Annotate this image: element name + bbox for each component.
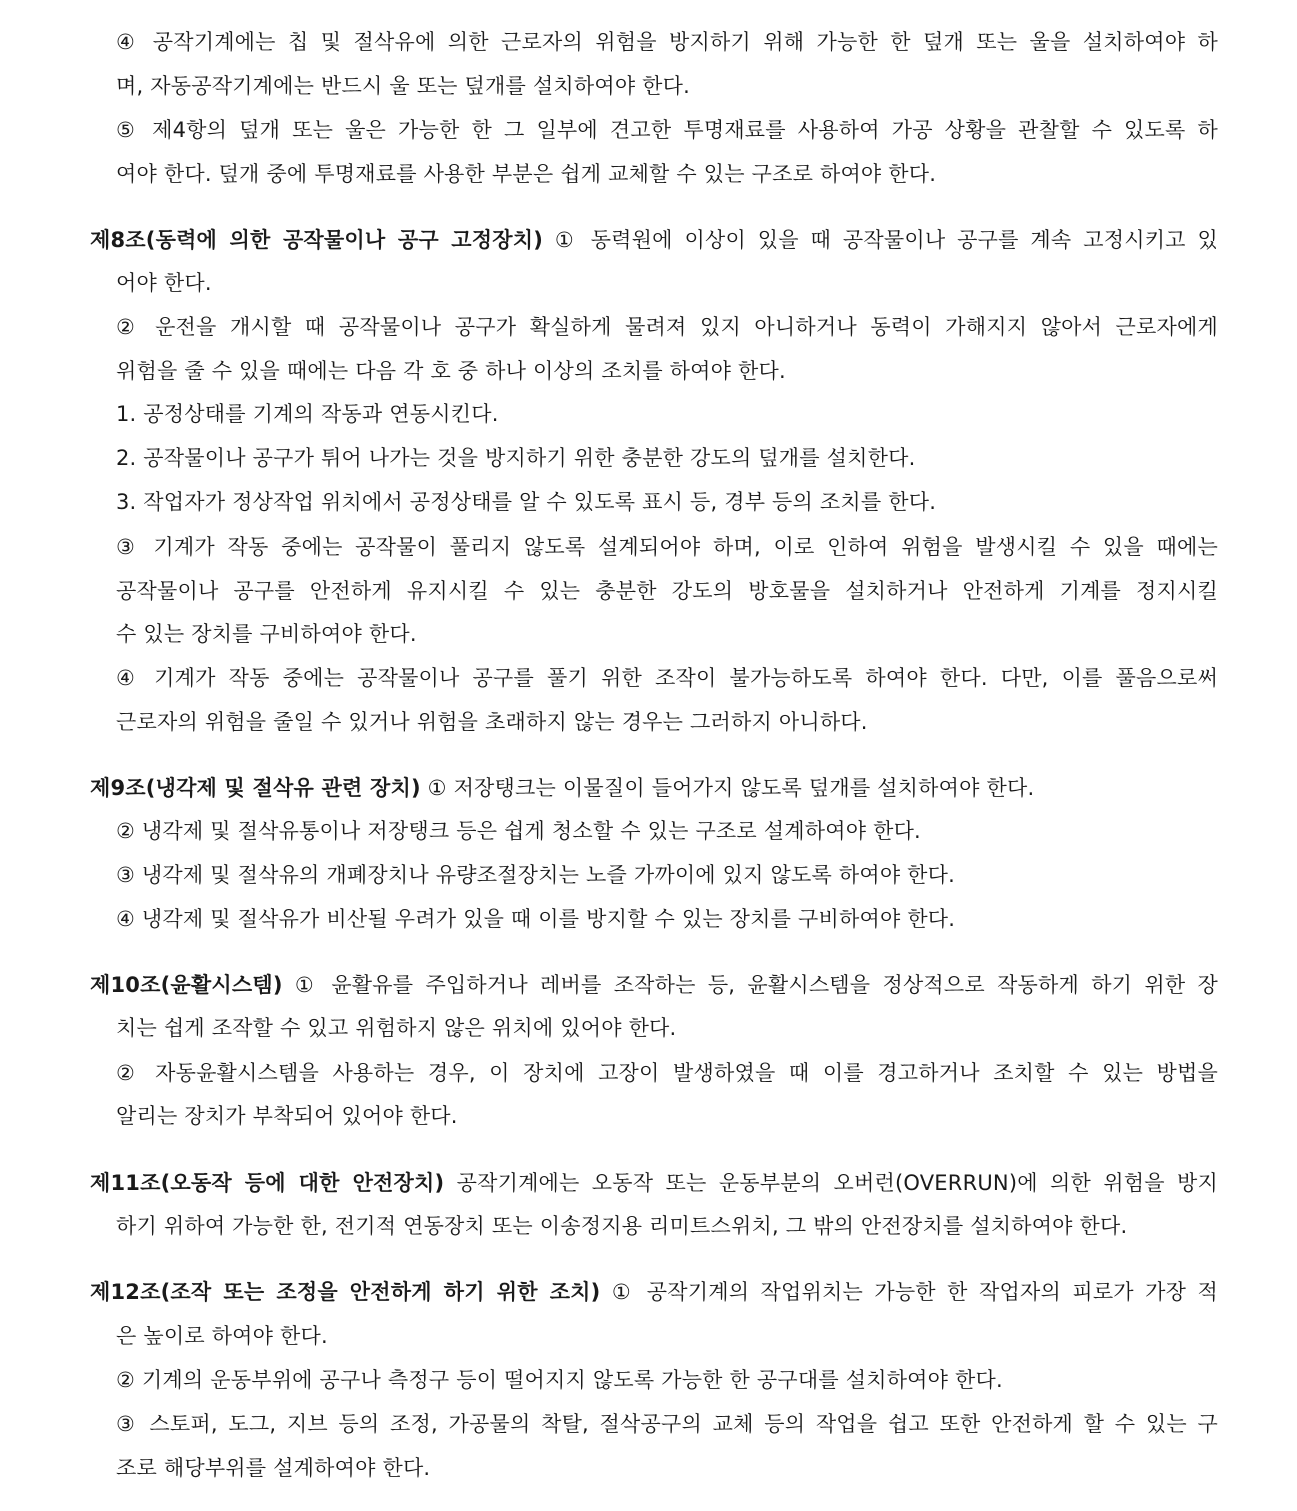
- paragraph-line: ③ 냉각제 및 절삭유의 개폐장치나 유량조절장치는 노즐 가까이에 있지 않도록 하여야 한다.: [116, 863, 956, 887]
- paragraph-line: 며, 자동공작기계에는 반드시 울 또는 덮개를 설치하여야 한다.: [116, 74, 691, 98]
- list-item: 3. 작업자가 정상작업 위치에서 공정상태를 알 수 있도록 표시 등, 경부 등의 조치를 한다.: [116, 490, 937, 514]
- paragraph-line: 알리는 장치가 부착되어 있어야 한다.: [116, 1104, 458, 1128]
- paragraph-line: 치는 쉽게 조작할 수 있고 위험하지 않은 위치에 있어야 한다.: [116, 1016, 677, 1040]
- paragraph-line: ② 냉각제 및 절삭유통이나 저장탱크 등은 쉽게 청소할 수 있는 구조로 설계하여야 한다.: [116, 819, 921, 843]
- paragraph-line: ③ 스토퍼, 도그, 지브 등의 조정, 가공물의 착탈, 절삭공구의 교체 등의 작업을 쉽고 또한 안전하게 할 수 있는 구: [116, 1412, 1218, 1436]
- paragraph-line: ④ 기계가 작동 중에는 공작물이나 공구를 풀기 위한 조작이 불가능하도록 하여야 한다. 다만, 이를 풀음으로써: [116, 666, 1218, 690]
- paragraph-line: 수 있는 장치를 구비하여야 한다.: [116, 622, 417, 646]
- paragraph-line: 조로 해당부위를 설계하여야 한다.: [116, 1456, 431, 1480]
- article-8-heading-line: 제8조(동력에 의한 공작물이나 공구 고정장치) ① 동력원에 이상이 있을 때 공작물이나 공구를 계속 고정시키고 있: [90, 228, 1218, 252]
- paragraph-line: 여야 한다. 덮개 중에 투명재료를 사용한 부분은 쉽게 교체할 수 있는 구조로 하여야 한다.: [116, 162, 937, 186]
- paragraph-line: ② 운전을 개시할 때 공작물이나 공구가 확실하게 물려져 있지 아니하거나 동력이 가해지지 않아서 근로자에게: [116, 315, 1218, 339]
- paragraph-line: 어야 한다.: [116, 271, 212, 295]
- paragraph-line: 공작물이나 공구를 안전하게 유지시킬 수 있는 충분한 강도의 방호물을 설치하거나 안전하게 기계를 정지시킬: [116, 579, 1218, 603]
- paragraph-line: ② 기계의 운동부위에 공구나 측정구 등이 떨어지지 않도록 가능한 한 공구대를 설치하여야 한다.: [116, 1368, 1003, 1392]
- paragraph-line: ② 자동윤활시스템을 사용하는 경우, 이 장치에 고장이 발생하였을 때 이를 경고하거나 조치할 수 있는 방법을: [116, 1061, 1218, 1085]
- article-11-heading-line: 제11조(오동작 등에 대한 안전장치) 공작기계에는 오동작 또는 운동부분의 오버런(OVERRUN)에 의한 위험을 방지: [90, 1171, 1218, 1195]
- paragraph-line: 근로자의 위험을 줄일 수 있거나 위험을 초래하지 않는 경우는 그러하지 아니하다.: [116, 710, 868, 734]
- article-11-title: 제11조(오동작 등에 대한 안전장치): [90, 1171, 445, 1195]
- paragraph-line: ⑤ 제4항의 덮개 또는 울은 가능한 한 그 일부에 견고한 투명재료를 사용하여 가공 상황을 관찰할 수 있도록 하: [116, 118, 1218, 142]
- article-12-heading-line: 제12조(조작 또는 조정을 안전하게 하기 위한 조치) ① 공작기계의 작업위치는 가능한 한 작업자의 피로가 가장 적: [90, 1280, 1218, 1304]
- paragraph-line: 은 높이로 하여야 한다.: [116, 1324, 328, 1348]
- article-9-heading-line: 제9조(냉각제 및 절삭유 관련 장치) ① 저장탱크는 이물질이 들어가지 않도록 덮개를 설치하여야 한다.: [90, 776, 1035, 800]
- list-item: 1. 공정상태를 기계의 작동과 연동시킨다.: [116, 402, 499, 426]
- article-10-heading-line: 제10조(윤활시스템) ① 윤활유를 주입하거나 레버를 조작하는 등, 윤활시스템을 정상적으로 작동하게 하기 위한 장: [90, 973, 1218, 997]
- paragraph-line: ④ 냉각제 및 절삭유가 비산될 우려가 있을 때 이를 방지할 수 있는 장치를 구비하여야 한다.: [116, 907, 956, 931]
- article-10-title: 제10조(윤활시스템): [90, 973, 283, 997]
- article-12-title: 제12조(조작 또는 조정을 안전하게 하기 위한 조치): [90, 1280, 601, 1304]
- paragraph-line: 위험을 줄 수 있을 때에는 다음 각 호 중 하나 이상의 조치를 하여야 한다.: [116, 359, 786, 383]
- article-9-title: 제9조(냉각제 및 절삭유 관련 장치): [90, 776, 421, 800]
- paragraph-line: ③ 기계가 작동 중에는 공작물이 풀리지 않도록 설계되어야 하며, 이로 인하여 위험을 발생시킬 수 있을 때에는: [116, 535, 1218, 559]
- article-8-title: 제8조(동력에 의한 공작물이나 공구 고정장치): [90, 228, 544, 252]
- paragraph-line: 하기 위하여 가능한 한, 전기적 연동장치 또는 이송정지용 리미트스위치, 그 밖의 안전장치를 설치하여야 한다.: [116, 1214, 1128, 1238]
- list-item: 2. 공작물이나 공구가 튀어 나가는 것을 방지하기 위한 충분한 강도의 덮개를 설치한다.: [116, 446, 916, 470]
- paragraph-line: ④ 공작기계에는 칩 및 절삭유에 의한 근로자의 위험을 방지하기 위해 가능한 한 덮개 또는 울을 설치하여야 하: [116, 30, 1218, 54]
